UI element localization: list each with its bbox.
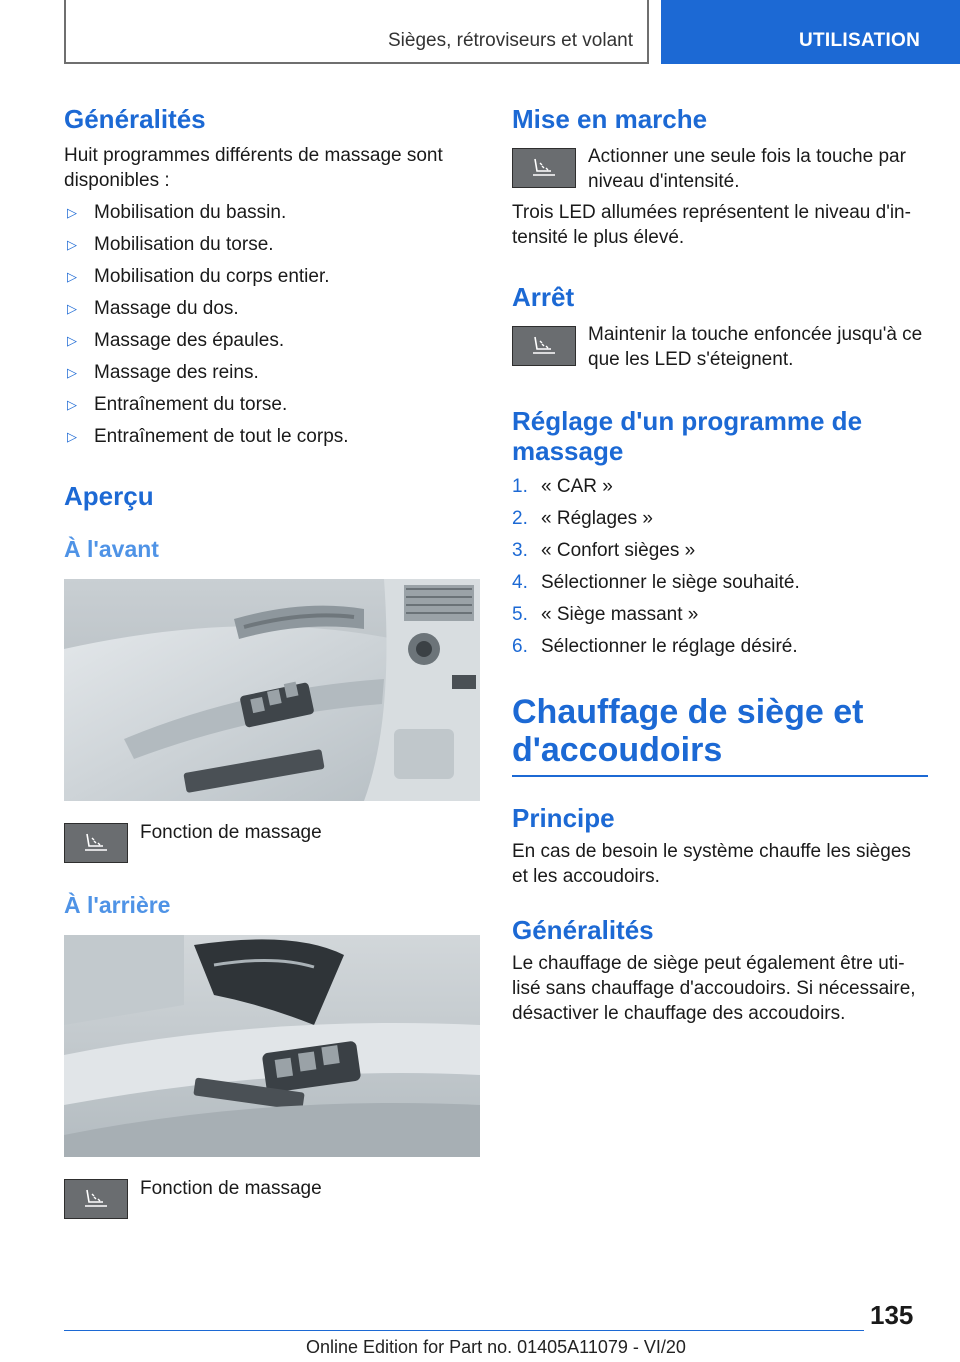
apercu-heading: Aperçu [64, 481, 154, 511]
triangle-bullet-icon: ▷ [67, 269, 77, 284]
program-label: Mobilisation du corps entier. [94, 266, 330, 287]
front-door-illustration [64, 579, 480, 801]
step-text: « Réglages » [541, 508, 653, 529]
step-number: 4. [512, 572, 528, 593]
program-label: Massage des reins. [94, 362, 259, 383]
arret-heading: Arrêt [512, 282, 575, 312]
massage-seat-icon [512, 326, 576, 366]
step-list-item [512, 474, 928, 499]
triangle-bullet-icon: ▷ [67, 333, 77, 348]
arriere-heading: À l'arrière [64, 892, 171, 918]
step-text: « CAR » [541, 476, 613, 497]
massage-seat-icon [64, 823, 128, 863]
triangle-bullet-icon: ▷ [67, 429, 77, 444]
arret-row [512, 326, 928, 372]
step-text: « Siège massant » [541, 604, 699, 625]
principe-heading: Principe [512, 803, 615, 833]
massage-seat-icon [64, 1179, 128, 1219]
program-label: Entraînement de tout le corps. [94, 426, 349, 447]
marche-row [512, 148, 928, 194]
program-list-item [64, 200, 480, 225]
triangle-bullet-icon: ▷ [67, 301, 77, 316]
rear-massage-caption: Fonction de massage [140, 1178, 322, 1199]
program-list [64, 200, 480, 449]
avant-heading: À l'avant [64, 536, 159, 562]
left-column [64, 100, 480, 1219]
front-massage-caption: Fonction de massage [140, 822, 322, 843]
step-number: 6. [512, 636, 528, 657]
header-chapter-tab [661, 0, 960, 64]
arret-text: Maintenir la touche enfoncée jusqu'à ce que les LED s'éteignent. [588, 324, 923, 370]
reglage-heading: Réglage d'un programme de massage [512, 406, 863, 466]
triangle-bullet-icon: ▷ [67, 237, 77, 252]
step-number: 1. [512, 476, 528, 497]
triangle-bullet-icon: ▷ [67, 397, 77, 412]
generalites-intro: Huit programmes différents de massage sont disponibles : [64, 145, 443, 191]
principe-text: En cas de besoin le système chauffe les sièges et les accoudoirs. [512, 841, 911, 887]
step-list-item [512, 538, 928, 563]
header-section-box [64, 0, 649, 64]
step-text: Sélectionner le réglage désiré. [541, 636, 798, 657]
program-list-item [64, 296, 480, 321]
program-label: Massage du dos. [94, 298, 239, 319]
marche-text: Actionner une seule fois la touche par niveau d'intensité. [588, 146, 906, 192]
rear-door-illustration [64, 935, 480, 1157]
right-column [512, 100, 928, 1026]
page-number: 135 [870, 1300, 914, 1330]
program-list-item [64, 264, 480, 289]
step-number: 3. [512, 540, 528, 561]
front-massage-row [64, 823, 480, 863]
triangle-bullet-icon: ▷ [67, 365, 77, 380]
header-chapter-title: UTILISATION [799, 30, 921, 51]
rear-massage-row [64, 1179, 480, 1219]
program-list-item [64, 232, 480, 257]
section-rule [512, 775, 928, 777]
header-section-title: Sièges, rétroviseurs et volant [387, 30, 633, 51]
program-list-item [64, 392, 480, 417]
program-list-item [64, 360, 480, 385]
step-list-item [512, 506, 928, 531]
program-list-item [64, 424, 480, 449]
step-list-item [512, 634, 928, 659]
program-label: Massage des épaules. [94, 330, 285, 351]
front-door-photo [64, 579, 480, 801]
program-label: Entraînement du torse. [94, 394, 288, 415]
marche-heading: Mise en marche [512, 104, 708, 134]
step-number: 2. [512, 508, 528, 529]
program-label: Mobilisation du bassin. [94, 202, 287, 223]
generalites-heading: Généralités [64, 104, 206, 134]
rear-door-photo [64, 935, 480, 1157]
step-list [512, 474, 928, 659]
program-list-item [64, 328, 480, 353]
program-label: Mobilisation du torse. [94, 234, 274, 255]
chauffage-heading: Chauffage de siège et d'accoudoirs [512, 693, 864, 769]
step-text: Sélectionner le siège souhaité. [541, 572, 800, 593]
triangle-bullet-icon: ▷ [67, 205, 77, 220]
footer-rule [64, 1330, 864, 1331]
step-number: 5. [512, 604, 528, 625]
generalites2-heading: Généralités [512, 915, 654, 945]
step-text: « Confort sièges » [541, 540, 696, 561]
massage-seat-icon [512, 148, 576, 188]
marche-led-text: Trois LED allumées représentent le niveau d'in‐tensité le plus élevé. [512, 202, 911, 248]
footer-edition: Online Edition for Part no. 01405A11079 - VI/20 [306, 1337, 686, 1357]
step-list-item [512, 570, 928, 595]
step-list-item [512, 602, 928, 627]
generalites2-text: Le chauffage de siège peut également être uti‐lisé sans chauffage d'accoudoirs. Si nécessaire, désactiver le chauffage des accoudoirs. [512, 953, 916, 1024]
